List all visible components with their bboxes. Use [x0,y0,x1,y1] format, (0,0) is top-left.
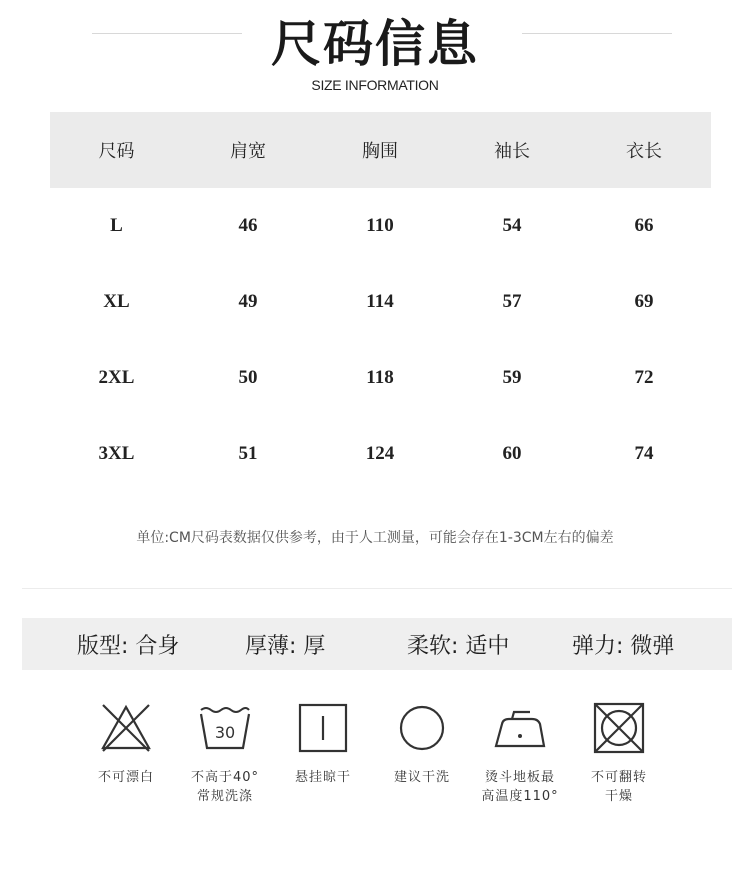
table-cell: 74 [634,443,654,464]
table-cell: 3XL [98,443,135,464]
no-bleach-icon [98,700,154,756]
care-item [268,700,378,787]
title-divider-right [522,33,672,34]
table-cell: 59 [502,367,522,388]
care-instructions [0,700,750,830]
size-note: 单位:CM尺码表数据仅供参考，由于人工测量，可能会存在1-3CM左右的偏差 [136,530,614,546]
care-item [465,700,575,806]
table-cell: 110 [366,215,394,236]
table-cell: 118 [366,367,394,388]
table-cell: XL [103,291,130,312]
property-softness: 柔软: 适中 [407,633,510,659]
column-header-shoulder: 肩宽 [230,141,266,162]
table-cell: 60 [502,443,522,464]
column-header-size: 尺码 [98,141,135,162]
care-label: 不高于40° 常规洗涤 [190,770,260,804]
property-fit: 版型: 合身 [77,633,180,659]
table-row [50,416,711,492]
care-item [170,700,280,806]
table-cell: 54 [502,215,522,236]
table-cell: 50 [238,367,258,388]
care-label: 烫斗地板最 高温度110° [481,770,559,804]
care-label: 不可漂白 [97,770,154,785]
page-subtitle: SIZE INFORMATION [311,77,439,93]
header [0,0,750,110]
table-cell: 49 [238,291,258,312]
care-item [71,700,181,787]
property-elasticity: 弹力: 微弹 [572,633,675,659]
property-thickness: 厚薄: 厚 [245,633,326,659]
table-cell: 114 [366,291,394,312]
column-header-chest: 胸围 [362,141,398,162]
size-table [50,112,711,492]
care-label: 不可翻转 干燥 [590,770,647,804]
care-label: 建议干洗 [393,770,450,785]
section-divider [22,588,732,589]
table-cell: 2XL [98,367,135,388]
page-title: 尺码信息 [271,15,479,73]
no-tumble-dry-icon [591,700,647,756]
table-cell: 69 [634,291,654,312]
table-cell: 51 [238,443,258,464]
care-item [564,700,674,806]
dry-clean-icon [394,700,450,756]
column-header-sleeve: 袖长 [494,141,530,162]
table-cell: 46 [238,215,258,236]
care-label: 悬挂晾干 [294,770,351,785]
care-item [367,700,477,787]
column-header-length: 衣长 [626,141,662,162]
table-row [50,188,711,264]
table-cell: 66 [634,215,654,236]
size-table-header [50,112,711,188]
iron-icon [492,700,548,756]
properties-bar [22,618,732,670]
table-row [50,340,711,416]
wash-30-icon [197,700,253,756]
wash-temperature-label: 30 [214,723,236,742]
table-row [50,264,711,340]
table-cell: 57 [502,291,522,312]
table-cell: 124 [365,443,395,464]
table-cell: L [110,215,123,236]
hang-dry-icon [295,700,351,756]
table-cell: 72 [634,367,654,388]
